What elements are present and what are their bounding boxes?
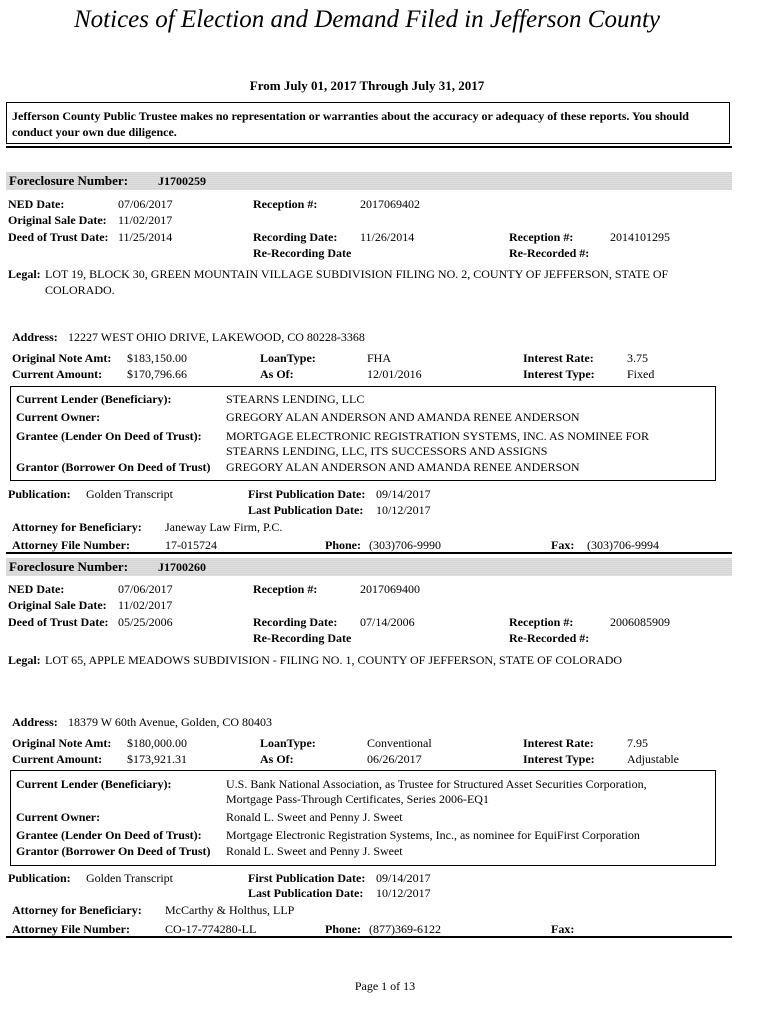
as-of-value: 12/01/2016 [367, 367, 422, 381]
re-recording-date-label: Re-Recording Date [253, 631, 352, 645]
original-sale-date-label: Original Sale Date: [8, 213, 107, 227]
last-publication-date-label: Last Publication Date: [248, 503, 364, 517]
legal-label: Legal: [8, 267, 41, 281]
recording-date-label: Recording Date: [253, 615, 338, 629]
last-publication-date-value: 10/12/2017 [376, 503, 431, 517]
phone-value: (877)369-6122 [369, 922, 441, 936]
attorney-file-number-value: CO-17-774280-LL [165, 922, 257, 936]
grantor-label: Grantor (Borrower On Deed of Trust) [16, 460, 211, 474]
address-label: Address: [12, 330, 58, 344]
record-divider [6, 936, 732, 938]
deed-of-trust-date-value: 05/25/2006 [118, 615, 173, 629]
attorney-file-number-label: Attorney File Number: [12, 538, 130, 552]
reception-label: Reception #: [253, 197, 318, 211]
deed-reception-label: Reception #: [509, 230, 574, 244]
record-divider [6, 552, 732, 554]
last-publication-date-value: 10/12/2017 [376, 886, 431, 900]
grantee-value: Mortgage Electronic Registration Systems, Inc., as nominee for EquiFirst Corporation [226, 828, 640, 842]
record-header-bar [6, 558, 732, 576]
reception-value: 2017069400 [360, 582, 420, 596]
fax-label: Fax: [551, 538, 575, 552]
first-publication-date-value: 09/14/2017 [376, 487, 431, 501]
header-divider [6, 146, 732, 148]
phone-label: Phone: [325, 538, 361, 552]
current-amount-value: $173,921.31 [127, 752, 187, 766]
current-owner-value: GREGORY ALAN ANDERSON AND AMANDA RENEE ANDERSON [226, 410, 580, 424]
record-header-bar [6, 172, 732, 190]
grantor-value: Ronald L. Sweet and Penny J. Sweet [226, 844, 403, 858]
current-owner-label: Current Owner: [16, 810, 101, 824]
grantee-label: Grantee (Lender On Deed of Trust): [16, 429, 202, 443]
legal-label: Legal: [8, 653, 41, 667]
original-sale-date-label: Original Sale Date: [8, 598, 107, 612]
interest-type-label: Interest Type: [523, 367, 595, 381]
grantee-value-cont: STEARNS LENDING, LLC, ITS SUCCESSORS AND ASSIGNS [226, 444, 548, 458]
foreclosure-number-label: Foreclosure Number: [9, 173, 129, 188]
deed-reception-label: Reception #: [509, 615, 574, 629]
attorney-label: Attorney for Beneficiary: [12, 903, 142, 917]
interest-rate-label: Interest Rate: [523, 351, 594, 365]
fax-value: (303)706-9994 [587, 538, 659, 552]
grantee-value: MORTGAGE ELECTRONIC REGISTRATION SYSTEMS, INC. AS NOMINEE FOR [226, 429, 649, 443]
recording-date-value: 07/14/2006 [360, 615, 415, 629]
as-of-label: As Of: [260, 367, 294, 381]
original-sale-date-value: 11/02/2017 [118, 213, 173, 227]
interest-type-value: Fixed [627, 367, 655, 381]
grantee-label: Grantee (Lender On Deed of Trust): [16, 828, 202, 842]
re-recording-date-label: Re-Recording Date [253, 246, 352, 260]
page-title: Notices of Election and Demand Filed in Jefferson County [74, 6, 660, 33]
address-label: Address: [12, 715, 58, 729]
re-recorded-label: Re-Recorded #: [509, 246, 590, 260]
legal-description: LOT 19, BLOCK 30, GREEN MOUNTAIN VILLAGE SUBDIVISION FILING NO. 2, COUNTY OF JEFFERSON, STATE OF [45, 267, 669, 281]
reception-label: Reception #: [253, 582, 318, 596]
current-owner-label: Current Owner: [16, 410, 101, 424]
original-sale-date-value: 11/02/2017 [118, 598, 173, 612]
current-lender-value-cont: Mortgage Pass-Through Certificates, Series 2006-EQ1 [226, 792, 489, 806]
current-amount-label: Current Amount: [12, 367, 103, 381]
disclaimer-box: Jefferson County Public Trustee makes no representation or warranties about the accuracy or adequacy of these reports. You should conduct your own due diligence. [6, 102, 730, 144]
original-note-amt-value: $183,150.00 [127, 351, 187, 365]
address-value: 12227 WEST OHIO DRIVE, LAKEWOOD, CO 80228-3368 [68, 330, 365, 344]
reception-value: 2017069402 [360, 197, 420, 211]
deed-of-trust-date-label: Deed of Trust Date: [8, 230, 109, 244]
fax-label: Fax: [551, 922, 575, 936]
loan-type-label: LoanType: [260, 351, 316, 365]
first-publication-date-value: 09/14/2017 [376, 871, 431, 885]
current-amount-value: $170,796.66 [127, 367, 187, 381]
publication-label: Publication: [8, 871, 71, 885]
first-publication-date-label: First Publication Date: [248, 871, 366, 885]
last-publication-date-label: Last Publication Date: [248, 886, 364, 900]
ned-date-value: 07/06/2017 [118, 197, 173, 211]
recording-date-label: Recording Date: [253, 230, 338, 244]
interest-rate-value: 3.75 [627, 351, 648, 365]
as-of-label: As Of: [260, 752, 294, 766]
address-value: 18379 W 60th Avenue, Golden, CO 80403 [68, 715, 272, 729]
current-lender-value: U.S. Bank National Association, as Trustee for Structured Asset Securities Corporation, [226, 777, 647, 791]
attorney-value: McCarthy & Holthus, LLP [165, 903, 295, 917]
attorney-file-number-label: Attorney File Number: [12, 922, 130, 936]
deed-reception-value: 2006085909 [610, 615, 670, 629]
first-publication-date-label: First Publication Date: [248, 487, 366, 501]
interest-rate-value: 7.95 [627, 736, 648, 750]
current-amount-label: Current Amount: [12, 752, 103, 766]
current-lender-value: STEARNS LENDING, LLC [226, 392, 365, 406]
original-note-amt-value: $180,000.00 [127, 736, 187, 750]
ned-date-value: 07/06/2017 [118, 582, 173, 596]
loan-type-label: LoanType: [260, 736, 316, 750]
attorney-value: Janeway Law Firm, P.C. [165, 520, 283, 534]
page-number: Page 1 of 13 [354, 979, 416, 993]
original-note-amt-label: Original Note Amt: [12, 351, 112, 365]
interest-type-value: Adjustable [627, 752, 679, 766]
loan-type-value: FHA [367, 351, 392, 365]
re-recorded-label: Re-Recorded #: [509, 631, 590, 645]
attorney-label: Attorney for Beneficiary: [12, 520, 142, 534]
loan-type-value: Conventional [367, 736, 432, 750]
ned-date-label: NED Date: [8, 197, 65, 211]
interest-rate-label: Interest Rate: [523, 736, 594, 750]
current-lender-label: Current Lender (Beneficiary): [16, 392, 172, 406]
grantor-label: Grantor (Borrower On Deed of Trust) [16, 844, 211, 858]
original-note-amt-label: Original Note Amt: [12, 736, 112, 750]
legal-description-cont: COLORADO. [45, 283, 115, 297]
interest-type-label: Interest Type: [523, 752, 595, 766]
publication-label: Publication: [8, 487, 71, 501]
current-owner-value: Ronald L. Sweet and Penny J. Sweet [226, 810, 403, 824]
foreclosure-number: J1700259 [158, 174, 206, 188]
deed-reception-value: 2014101295 [610, 230, 670, 244]
phone-value: (303)706-9990 [369, 538, 441, 552]
deed-of-trust-date-value: 11/25/2014 [118, 230, 173, 244]
legal-description: LOT 65, APPLE MEADOWS SUBDIVISION - FILING NO. 1, COUNTY OF JEFFERSON, STATE OF COLORADO [45, 653, 623, 667]
phone-label: Phone: [325, 922, 361, 936]
deed-of-trust-date-label: Deed of Trust Date: [8, 615, 109, 629]
attorney-file-number-value: 17-015724 [165, 538, 217, 552]
date-range: From July 01, 2017 Through July 31, 2017 [249, 78, 485, 93]
foreclosure-number-label: Foreclosure Number: [9, 559, 129, 574]
current-lender-label: Current Lender (Beneficiary): [16, 777, 172, 791]
ned-date-label: NED Date: [8, 582, 65, 596]
recording-date-value: 11/26/2014 [360, 230, 415, 244]
grantor-value: GREGORY ALAN ANDERSON AND AMANDA RENEE ANDERSON [226, 460, 580, 474]
foreclosure-number: J1700260 [158, 560, 206, 574]
publication-value: Golden Transcript [86, 487, 173, 501]
publication-value: Golden Transcript [86, 871, 173, 885]
as-of-value: 06/26/2017 [367, 752, 422, 766]
